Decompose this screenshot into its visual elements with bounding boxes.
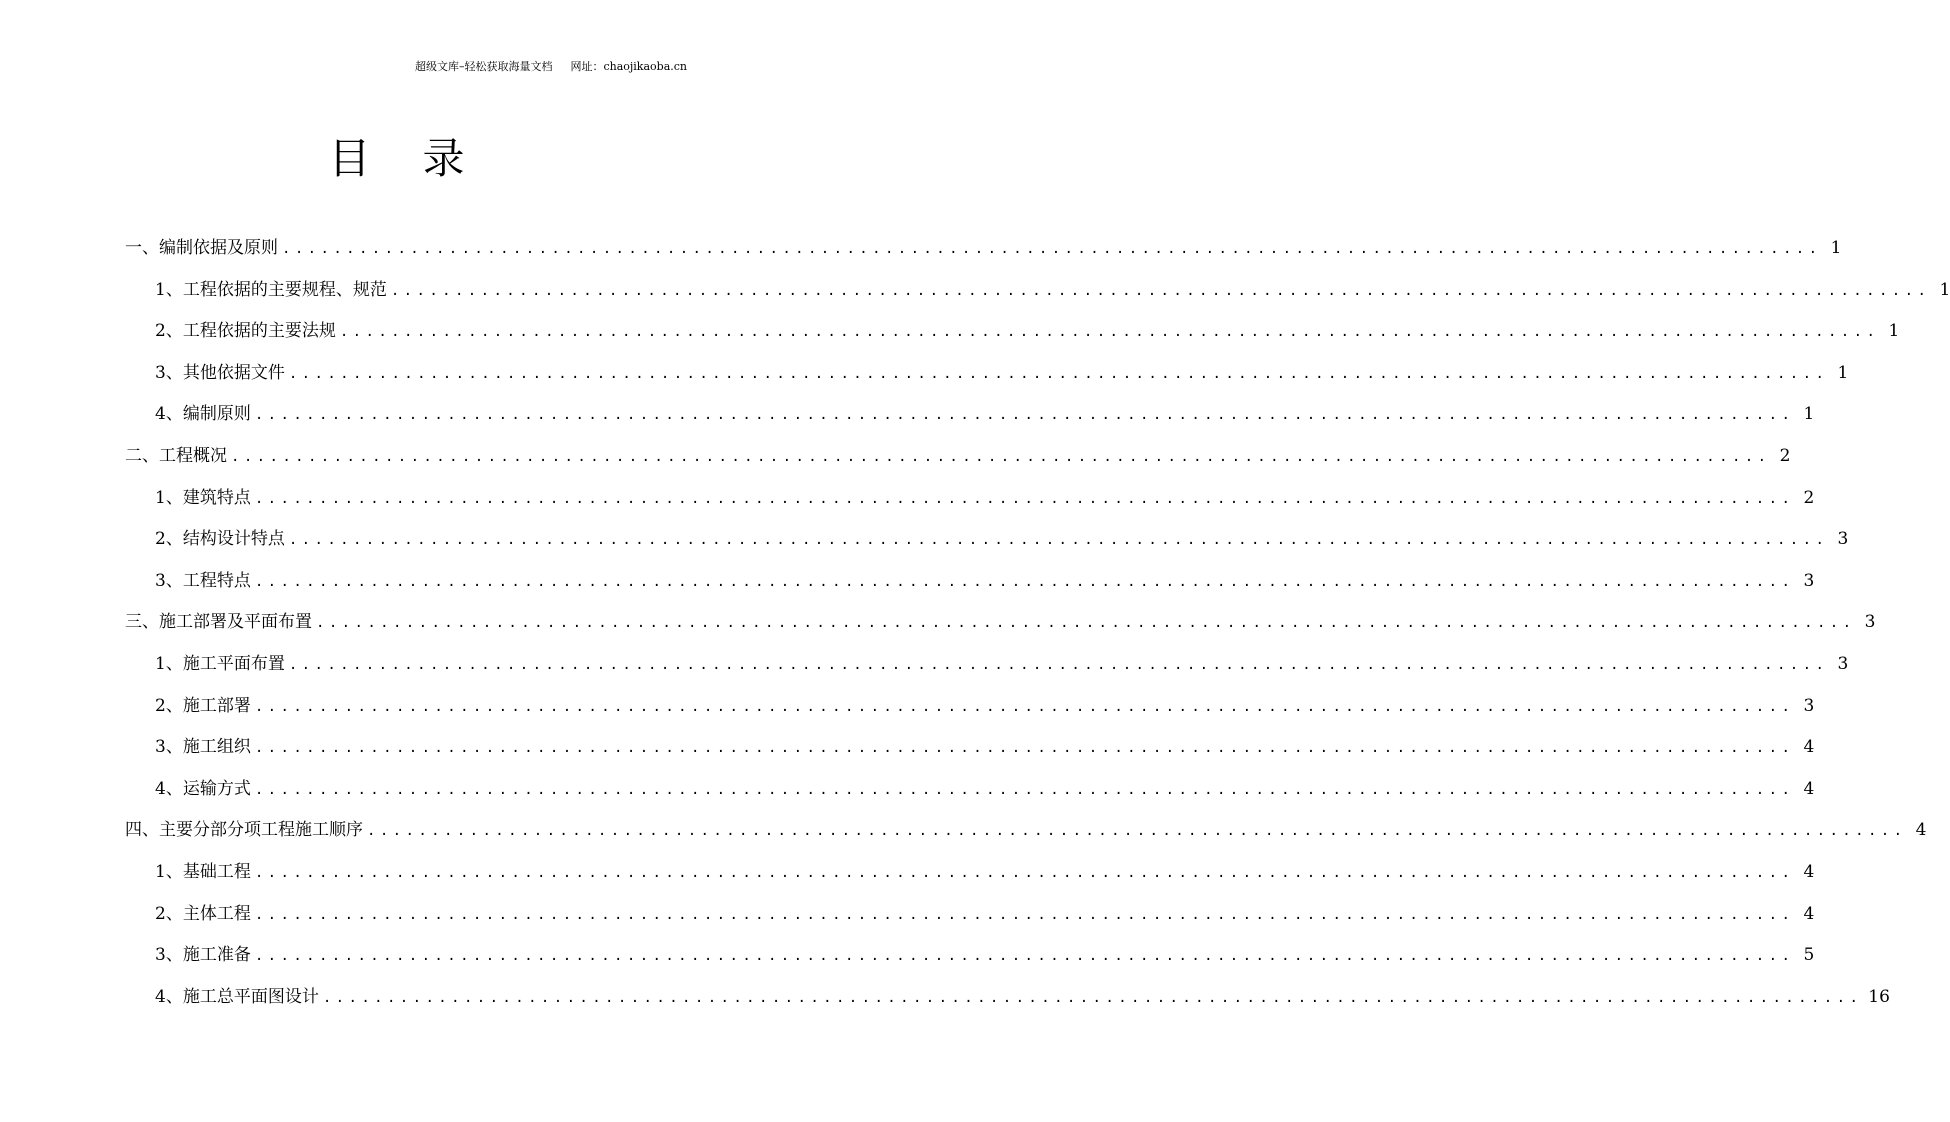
- toc-entry-label: 1、基础工程: [155, 861, 251, 882]
- toc-entry-page: 1: [1939, 279, 1950, 300]
- toc-entry-label: 2、主体工程: [155, 903, 251, 924]
- toc-leader-dots: ........................................................................................................................: [231, 448, 1771, 465]
- toc-entry[interactable]: [125, 935, 1815, 977]
- toc-entry-label: 四、主要分部分项工程施工顺序: [125, 820, 363, 841]
- toc-leader-dots: ........................................................................................................................: [316, 615, 1856, 632]
- toc-leader-dots: ........................................................................................................................: [254, 573, 1795, 590]
- toc-entry[interactable]: [125, 436, 1791, 478]
- toc-entry[interactable]: [125, 894, 1815, 936]
- toc-entry[interactable]: [125, 602, 1876, 644]
- toc-entry-label: 3、施工组织: [155, 737, 251, 758]
- toc-entry-page: 4: [1803, 861, 1815, 882]
- toc-entry[interactable]: [125, 353, 1849, 395]
- toc-entry-page: 2: [1803, 487, 1815, 508]
- toc-entry[interactable]: [125, 810, 1927, 852]
- toc-entry-page: 3: [1837, 653, 1849, 674]
- toc-entry[interactable]: [125, 394, 1815, 436]
- toc-leader-dots: ........................................................................................................................: [390, 282, 1931, 299]
- toc-entry-label: 4、施工总平面图设计: [155, 986, 319, 1007]
- toc-leader-dots: ........................................................................................................................: [367, 823, 1907, 840]
- toc-entry[interactable]: [125, 311, 1900, 353]
- toc-entry-label: 2、结构设计特点: [155, 529, 285, 550]
- site-slogan: 超级文库–轻松获取海量文档: [414, 60, 553, 73]
- title-char-2: 录: [422, 134, 465, 183]
- toc-entry-label: 4、运输方式: [155, 778, 251, 799]
- toc-leader-dots: ........................................................................................................................: [288, 656, 1829, 673]
- toc-leader-dots: ........................................................................................................................: [254, 864, 1795, 881]
- toc-entry[interactable]: [125, 519, 1849, 561]
- toc-entry-label: 3、其他依据文件: [155, 362, 285, 383]
- toc-leader-dots: ........................................................................................................................: [254, 490, 1795, 507]
- toc-entry-label: 2、施工部署: [155, 695, 251, 716]
- toc-leader-dots: ........................................................................................................................: [254, 948, 1795, 965]
- toc-entry[interactable]: [125, 478, 1815, 520]
- toc-entry-page: 4: [1803, 903, 1815, 924]
- toc-entry-page: 1: [1837, 362, 1849, 383]
- toc-leader-dots: ........................................................................................................................: [254, 740, 1795, 757]
- toc-entry-label: 1、工程依据的主要规程、规范: [155, 279, 387, 300]
- table-of-contents: [125, 228, 1950, 1018]
- toc-entry-label: 1、施工平面布置: [155, 653, 285, 674]
- toc-leader-dots: ........................................................................................................................: [254, 698, 1795, 715]
- toc-entry-page: 1: [1803, 404, 1815, 425]
- toc-entry-page: 4: [1915, 820, 1927, 841]
- toc-entry[interactable]: [125, 727, 1815, 769]
- site-url: 网址：chaojikaoba.cn: [570, 60, 687, 73]
- toc-entry-label: 3、工程特点: [155, 570, 251, 591]
- toc-leader-dots: ........................................................................................................................: [322, 989, 1863, 1006]
- page-title: [0, 126, 793, 186]
- toc-entry[interactable]: [125, 686, 1815, 728]
- toc-leader-dots: ........................................................................................................................: [254, 407, 1795, 424]
- toc-entry-label: 3、施工准备: [155, 945, 251, 966]
- toc-entry[interactable]: [125, 270, 1950, 312]
- toc-entry-page: 1: [1830, 238, 1842, 258]
- toc-leader-dots: ........................................................................................................................: [282, 241, 1822, 257]
- toc-entry-page: 3: [1864, 612, 1876, 633]
- toc-entry-label: 一、编制依据及原则: [125, 238, 278, 258]
- toc-entry-label: 二、工程概况: [125, 445, 227, 466]
- toc-leader-dots: ........................................................................................................................: [254, 781, 1795, 798]
- toc-entry[interactable]: [125, 561, 1815, 603]
- toc-entry[interactable]: [125, 644, 1849, 686]
- toc-leader-dots: ........................................................................................................................: [288, 532, 1829, 549]
- toc-leader-dots: ........................................................................................................................: [288, 365, 1829, 382]
- toc-entry-label: 1、建筑特点: [155, 487, 251, 508]
- toc-entry-page: 2: [1779, 445, 1791, 466]
- toc-entry-page: 3: [1803, 695, 1815, 716]
- page-header: [415, 58, 687, 74]
- toc-entry-page: 4: [1803, 737, 1815, 758]
- toc-entry-page: 16: [1868, 986, 1890, 1007]
- toc-entry[interactable]: [125, 852, 1815, 894]
- toc-entry-page: 3: [1837, 529, 1849, 550]
- toc-entry-label: 三、施工部署及平面布置: [125, 612, 312, 633]
- toc-leader-dots: ........................................................................................................................: [254, 906, 1795, 923]
- toc-entry[interactable]: [125, 228, 1842, 270]
- toc-entry-page: 4: [1803, 778, 1815, 799]
- toc-entry-label: 2、工程依据的主要法规: [155, 321, 336, 342]
- title-char-1: 目: [328, 134, 371, 183]
- toc-entry-page: 1: [1888, 321, 1900, 342]
- toc-entry[interactable]: [125, 769, 1815, 811]
- toc-entry[interactable]: [125, 977, 1890, 1019]
- toc-leader-dots: ........................................................................................................................: [339, 324, 1880, 341]
- toc-entry-page: 5: [1803, 945, 1815, 966]
- toc-entry-page: 3: [1803, 570, 1815, 591]
- toc-entry-label: 4、编制原则: [155, 404, 251, 425]
